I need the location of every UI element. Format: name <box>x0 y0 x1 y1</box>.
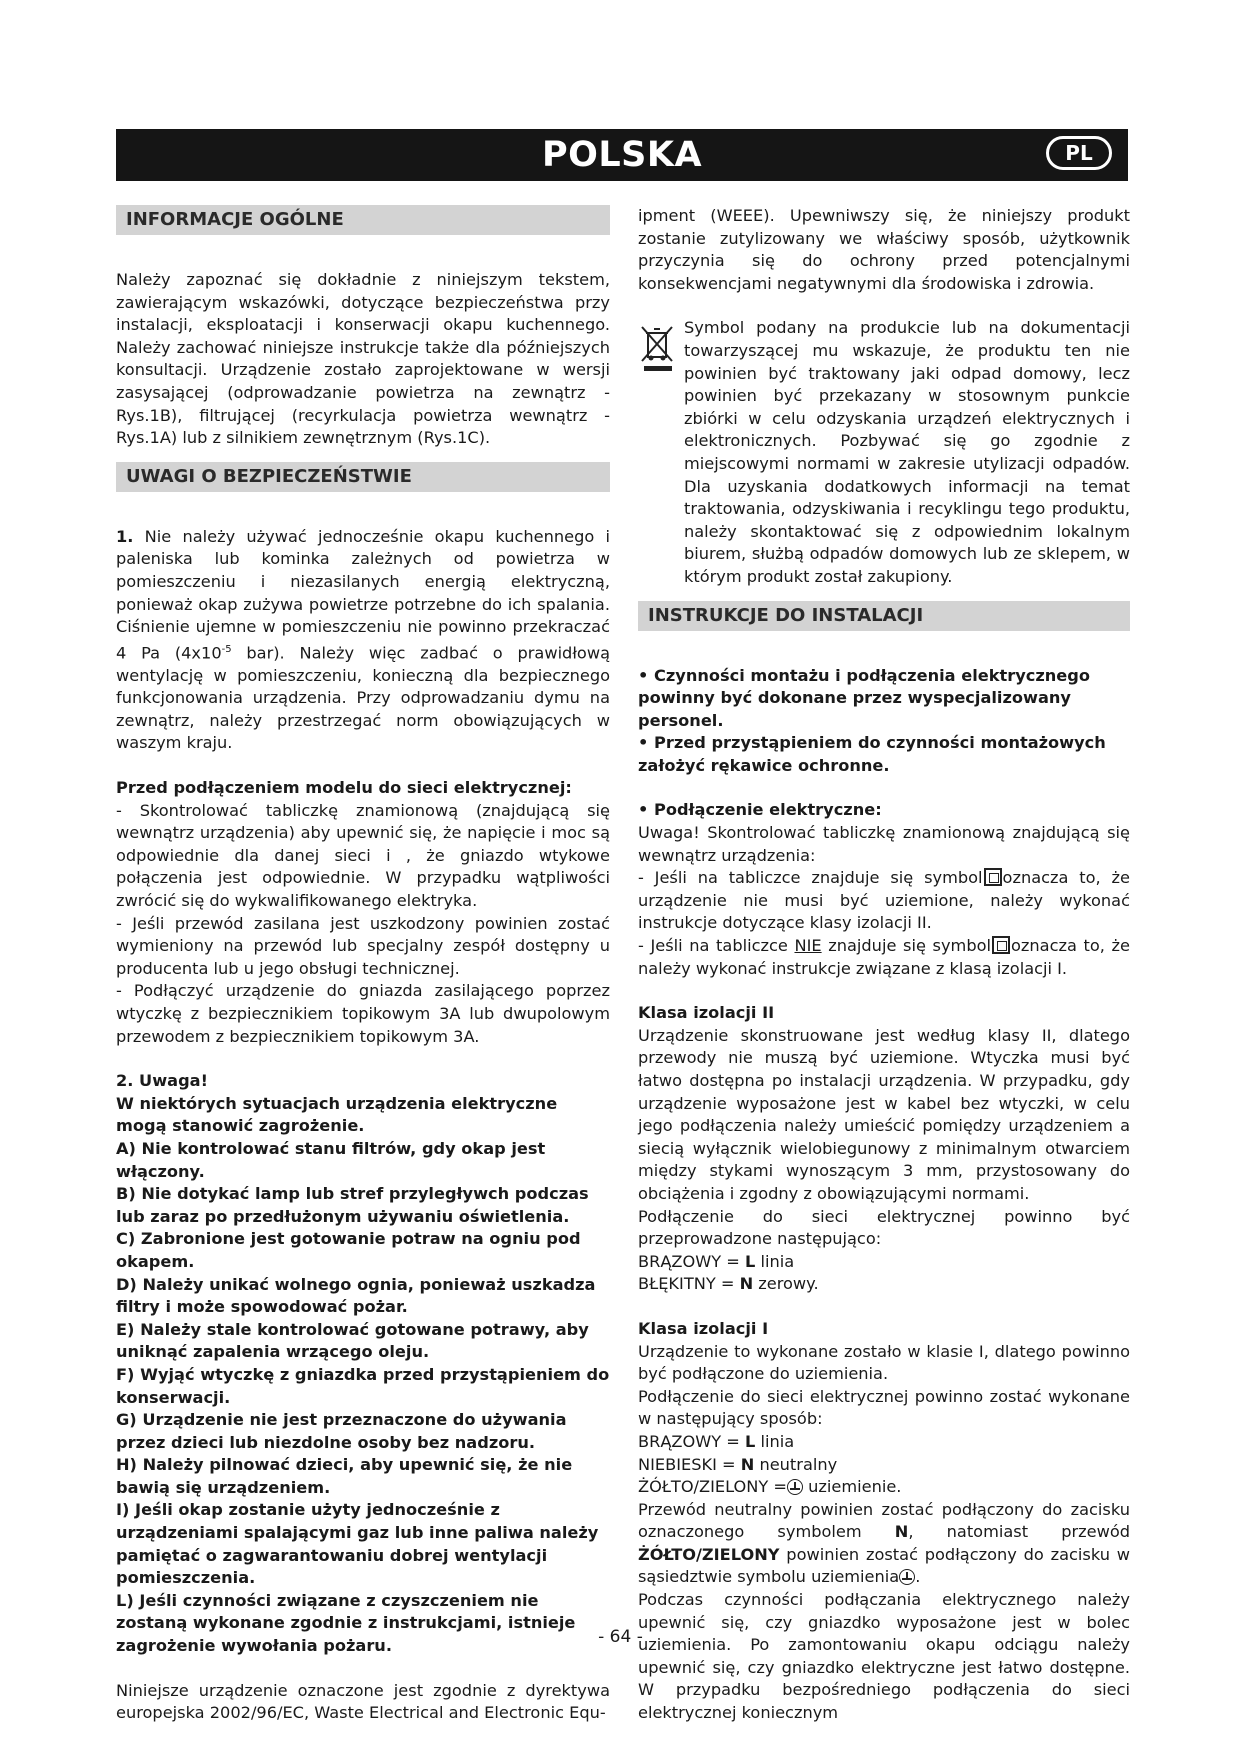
warning-item-l: L) Jeśli czynności związane z czyszczeniem nie zostaną wykonane zgodnie z instrukcjami, istnieje zagrożenie wywołania pożaru. <box>116 1590 576 1656</box>
left-column <box>116 205 610 1725</box>
class-i-brown-wire <box>638 1431 1130 1454</box>
class-i-title: Klasa izolacji I <box>638 1318 769 1338</box>
class-i-yg-meaning: uziemienie. <box>803 1477 902 1497</box>
safety-exponent: -5 <box>221 643 232 655</box>
warning-intro: W niektórych sytuacjach urządzenia elektryczne mogą stanowić zagrożenie. <box>116 1093 558 1136</box>
language-badge: PL <box>1046 136 1112 170</box>
safety-text-b: bar). Należy więc zadbać o prawidłową wentylację w pomieszczeniu, konieczną dla bezpiecznego funkcjonowania urządzenia. Przy odprowadzaniu dymu na zewnątrz, należy przestrzegać norm obowiązujących w waszym kraju. <box>116 643 610 753</box>
warning-item-e: E) Należy stale kontrolować gotowane potrawy, aby uniknąć zapalenia wrzącego oleju. <box>116 1319 589 1362</box>
class-i-p3-c: powinien zostać podłączony do zacisku w sąsiedztwie symbolu uziemienia <box>638 1544 1130 1587</box>
class-i-blue-label: NIEBIESKI = <box>638 1454 741 1474</box>
section-heading-safety: UWAGI O BEZPIECZEŃSTWIE <box>116 462 610 492</box>
warning-item-f: F) Wyjąć wtyczkę z gniazdka przed przystąpieniem do konserwacji. <box>116 1364 610 1407</box>
section-heading-general-info: INFORMACJE OGÓLNE <box>116 205 610 235</box>
weee-symbol-paragraph: Symbol podany na produkcie lub na dokumentacji towarzyszącej mu wskazuje, że produktu ten nie powinien być traktowany jaki odpad domowy, lecz powinien być przekazany w stosownym punkcie zbiórki w celu odzyskania urządzeń elektrycznych i elektronicznych. Pozbywać się go zgodnie z miejscowymi normami w zakresie utylizacji odpadów. Dla uzyskania dodatkowych informacji na temat traktowania, odzyskiwania i recyklingu tego produktu, należy skontaktować się z odpowiednim lokalnym biurem, służbą odpadów domowych lub ze sklepem, w którym produkt został zakupiony. <box>684 318 1130 586</box>
weee-intro-paragraph: Niniejsze urządzenie oznaczone jest zgodnie z dyrektywa europejska 2002/96/EC, Waste Electrical and Electronic Equ- <box>116 1680 610 1723</box>
class-ii-brown-wire <box>638 1251 1130 1274</box>
class-ii-brown-letter: L <box>745 1251 756 1271</box>
warning-item-d: D) Należy unikać wolnego ognia, ponieważ uszkadza filtry i może spowodować pożar. <box>116 1274 596 1317</box>
double-insulation-icon <box>984 868 1002 886</box>
class-ii-blue-meaning: zerowy. <box>753 1274 819 1294</box>
class-ii-connection-intro: Podłączenie do sieci elektrycznej powinno być przeprowadzone następująco: <box>638 1206 1130 1249</box>
class-i-paragraph-3 <box>638 1499 1130 1589</box>
class-i-paragraph-2: Podłączenie do sieci elektrycznej powinno zostać wykonane w następujący sposób: <box>638 1386 1130 1429</box>
safety-paragraph-1 <box>116 526 610 755</box>
class-ii-brown-label: BRĄZOWY = <box>638 1251 746 1271</box>
class-i-note-a: - Jeśli na tabliczce <box>638 936 795 956</box>
class-ii-note-a: - Jeśli na tabliczce znajduje się symbol <box>638 868 983 888</box>
electrical-connection-title: • Podłączenie elektryczne: <box>638 800 882 820</box>
class-ii-title: Klasa izolacji II <box>638 1003 775 1023</box>
warning-item-a: A) Nie kontrolować stanu filtrów, gdy okap jest włączony. <box>116 1138 546 1181</box>
class-ii-symbol-note <box>638 867 1130 935</box>
earth-ground-icon-2 <box>899 1569 915 1585</box>
safety-text-a: Nie należy używać jednocześnie okapu kuchennego i paleniska lub kominka zależnych od powietrza w pomieszczeniu i niezasilanych energią elektryczną, ponieważ okap zużywa powietrze potrzebne do ich spalania. Ciśnienie ujemne w pomieszczeniu nie powinno przekraczać 4 Pa (4x10 <box>116 526 610 663</box>
section-heading-installation: INSTRUKCJE DO INSTALACJI <box>638 601 1130 631</box>
class-i-brown-meaning: linia <box>755 1431 795 1451</box>
warning-item-c: C) Zabronione jest gotowanie potraw na ogniu pod okapem. <box>116 1229 581 1271</box>
class-ii-note-b: oznacza to, że urządzenie nie musi być uziemione, należy wykonać instrukcje dotyczące klasy izolacji II. <box>638 868 1130 933</box>
class-ii-brown-meaning: linia <box>755 1251 795 1271</box>
class-i-note-b: znajduje się symbol <box>821 936 991 956</box>
class-i-blue-wire <box>638 1454 1130 1477</box>
warning-item-h: H) Należy pilnować dzieci, aby upewnić się, że nie bawią się urządzeniem. <box>116 1455 573 1497</box>
warning-item-g: G) Urządzenie nie jest przeznaczone do używania przez dzieci lub niezdolne osoby bez nadzoru. <box>116 1410 567 1452</box>
class-i-paragraph-1: Urządzenie to wykonane zostało w klasie I, dlatego powinno być podłączone do uziemienia. <box>638 1341 1130 1384</box>
electric-connection-item-2: - Jeśli przewód zasilana jest uszkodzony powinien zostać wymieniony na przewód lub specjalny zespół dostępny u producenta lub u jego obsługi technicznej. <box>116 913 610 978</box>
warning-title: 2. Uwaga! <box>116 1071 208 1091</box>
class-i-brown-letter: L <box>745 1431 756 1451</box>
class-i-blue-meaning: neutralny <box>754 1454 838 1474</box>
class-i-p3-yg: ŻÓŁTO/ZIELONY <box>638 1544 780 1564</box>
installation-bullet-1: • Czynności montażu i podłączenia elektrycznego powinny być dokonane przez wyspecjalizowany personel. <box>638 665 1090 730</box>
general-info-paragraph: Należy zapoznać się dokładnie z niniejszym tekstem, zawierającym wskazówki, dotyczące bezpieczeństwa przy instalacji, eksploatacji i konserwacji okapu kuchennego. Należy zachować niniejsze instrukcje także dla późniejszych konsultacji. Urządzenie zostało zaprojektowane w wersji zasysającej (odprowadzanie powietrza na zewnątrz - Rys.1B), filtrującej (recyrkulacja powietrza wewnątrz - Rys.1A) lub z silnikiem zewnętrznym (Rys.1C). <box>116 270 610 448</box>
class-i-p3-b: , natomiast przewód <box>908 1522 1130 1542</box>
weee-symbol-block <box>638 317 1130 588</box>
language-title: POLSKA <box>541 135 703 175</box>
right-column <box>638 205 1130 1725</box>
language-header-bar <box>116 129 1128 181</box>
weee-continued-paragraph: ipment (WEEE). Upewniwszy się, że niniejszy produkt zostanie zutylizowany we właściwy sposób, użytkownik przyczynia się do ochrony przed potencjalnymi konsekwencjami negatywnymi dla środowiska i zdrowia. <box>638 206 1130 293</box>
page-number: - 64 - <box>598 1627 643 1647</box>
class-ii-blue-wire <box>638 1273 1130 1296</box>
earth-ground-icon <box>787 1479 803 1495</box>
class-ii-blue-label: BŁĘKITNY = <box>638 1274 740 1294</box>
class-i-note-c: oznacza to, że należy wykonać instrukcje związane z klasą izolacji I. <box>638 936 1130 978</box>
crossed-out-bin-icon <box>638 323 678 373</box>
safety-item-number: 1. <box>116 526 134 546</box>
class-i-blue-letter: N <box>740 1454 755 1474</box>
class-i-note-nie: NIE <box>794 936 822 956</box>
electric-connection-item-3: - Podłączyć urządzenie do gniazda zasilającego poprzez wtyczkę z bezpiecznikiem topikowym 3A lub dwupolowym przewodem z bezpiecznikiem topikowym 3A. <box>116 981 610 1046</box>
electric-connection-title: Przed podłączeniem modelu do sieci elektrycznej: <box>116 778 572 798</box>
class-i-p3-n: N <box>894 1522 909 1542</box>
warning-item-b: B) Nie dotykać lamp lub stref przyległywch podczas lub zaraz po przedłużonym używaniu oświetlenia. <box>116 1184 589 1226</box>
double-insulation-icon-2 <box>992 936 1010 954</box>
class-i-yellow-green-wire <box>638 1476 1130 1499</box>
class-ii-blue-letter: N <box>739 1274 754 1294</box>
electric-connection-item-1: - Skontrolować tabliczkę znamionową (znajdującą się wewnątrz urządzenia) aby upewnić się, że napięcie i moc są odpowiednie dla danej sieci i , że gniazdo wtykowe połączenia jest odpowiednie. W przypadku wątpliwości zwrócić się do wykwalifikowanego elektryka. <box>116 800 610 911</box>
installation-bullet-2: • Przed przystąpieniem do czynności montażowych założyć rękawice ochronne. <box>638 733 1106 775</box>
class-i-p3-a: Przewód neutralny powinien zostać podłączony do zacisku oznaczonego symbolem <box>638 1499 1130 1542</box>
warning-item-i: I) Jeśli okap zostanie użyty jednocześnie z urządzeniami spalającymi gaz lub inne paliwa należy pamiętać o zagwarantowaniu dobrej wentylacji pomieszczenia. <box>116 1500 599 1588</box>
class-i-yg-label: ŻÓŁTO/ZIELONY = <box>638 1477 787 1497</box>
class-i-p3-d: . <box>915 1567 921 1587</box>
class-i-symbol-note <box>638 935 1130 980</box>
class-ii-paragraph: Urządzenie skonstruowane jest według klasy II, dlatego przewody nie muszą być uziemione. Wtyczka musi być łatwo dostępna po instalacji urządzenia. W przypadku, gdy urządzenie wyposażone jest w kabel bez wtyczki, w celu jego podłączenia należy umieścić pomiędzy urządzeniem a siecią wyłącznik wielobiegunowy z minimalnym otwarciem między stykami wynoszącym 3 mm, przystosowany do obciążenia i zgodny z obowiązującymi normami. <box>638 1025 1130 1203</box>
class-i-paragraph-4: Podczas czynności podłączania elektrycznego należy upewnić się, czy gniazdko wyposażone jest w bolec uziemienia. Po zamontowaniu okapu odciągu należy upewnić się, czy gniazdko elektryczne jest łatwo dostępne. W przypadku bezpośredniego podłączenia do sieci elektrycznej koniecznym <box>638 1590 1130 1723</box>
class-i-brown-label: BRĄZOWY = <box>638 1431 746 1451</box>
electrical-connection-note: Uwaga! Skontrolować tabliczkę znamionową znajdującą się wewnątrz urządzenia: <box>638 823 1130 865</box>
